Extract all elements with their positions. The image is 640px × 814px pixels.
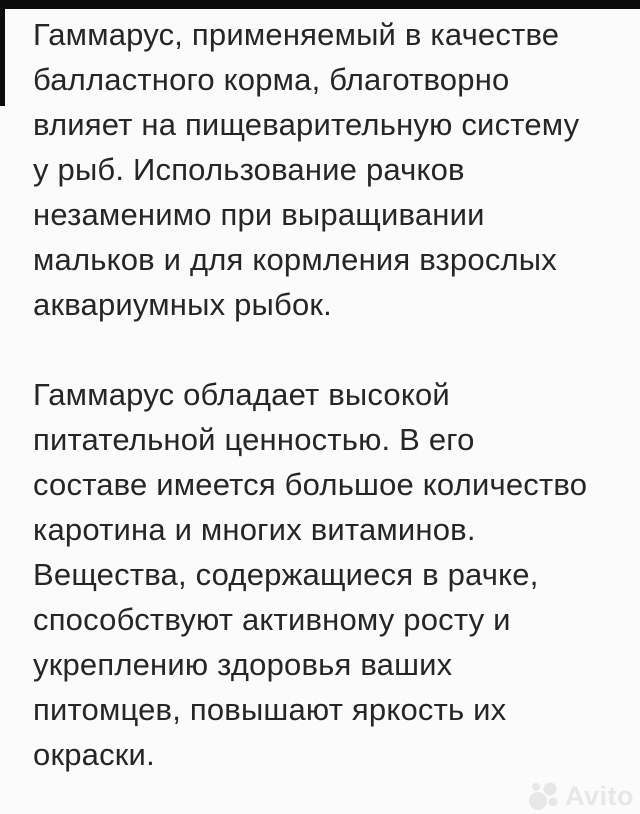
text-line: составе имеется большое количество — [33, 467, 588, 502]
top-border-bar — [0, 0, 640, 9]
text-line: аквариумных рыбок. — [33, 287, 332, 322]
text-line: окраски. — [33, 737, 155, 772]
avito-watermark — [528, 780, 634, 812]
text-line: укреплению здоровья ваших — [33, 647, 453, 682]
text-line: Вещества, содержащиеся в рачке, — [33, 557, 539, 592]
avito-watermark-label: Avito — [565, 781, 634, 811]
text-line: питомцев, повышают яркость их — [33, 692, 507, 727]
text-line: Гаммарус, применяемый в качестве — [33, 17, 560, 52]
paragraph-2 — [33, 372, 620, 777]
paragraph-1 — [33, 12, 620, 327]
text-line: балластного корма, благотворно — [33, 62, 510, 97]
text-line: способствуют активному росту и — [33, 602, 511, 637]
text-line: Гаммарус обладает высокой — [33, 377, 450, 412]
text-line: питательной ценностью. В его — [33, 422, 475, 457]
description-text — [33, 12, 620, 777]
text-line: влияет на пищеварительную систему — [33, 107, 580, 142]
text-line: мальков и для кормления взрослых — [33, 242, 557, 277]
text-line: незаменимо при выращивании — [33, 197, 485, 232]
left-border-strip — [0, 0, 5, 106]
avito-logo-icon — [528, 780, 560, 812]
text-line: у рыб. Использование рачков — [33, 152, 465, 187]
text-line: каротина и многих витаминов. — [33, 512, 476, 547]
